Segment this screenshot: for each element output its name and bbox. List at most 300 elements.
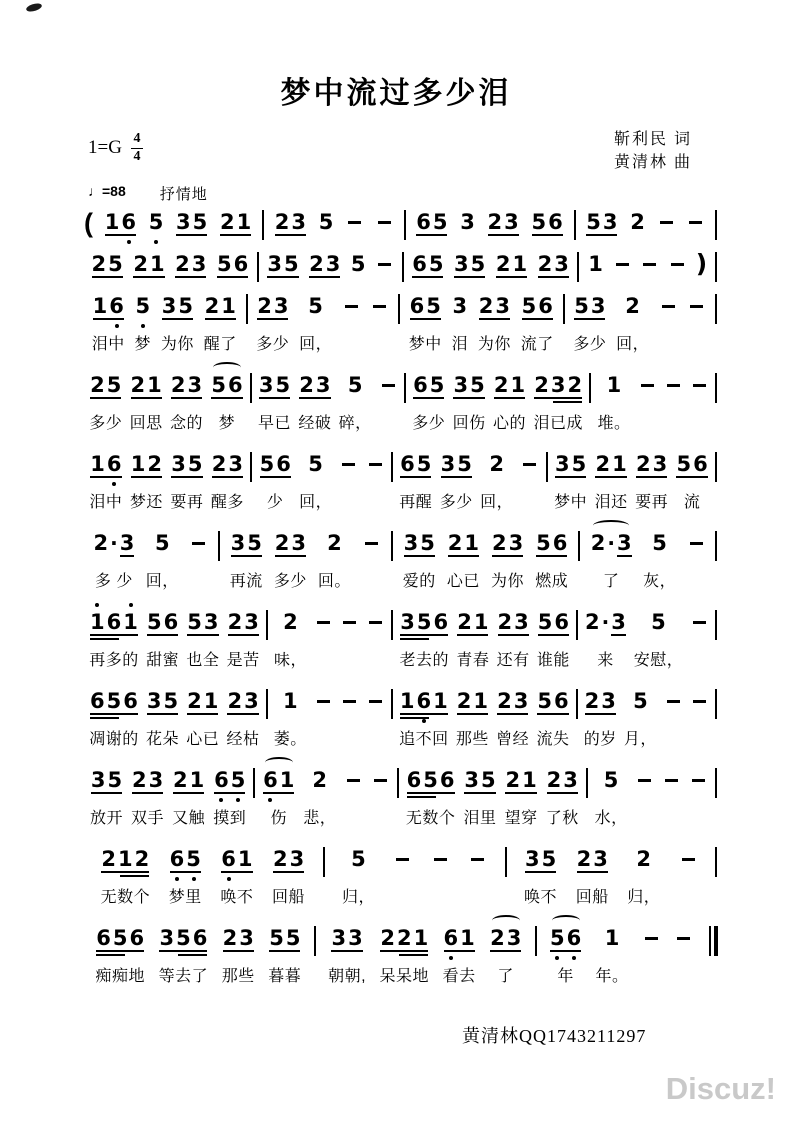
note-group <box>476 294 513 353</box>
duration-dash <box>693 700 706 703</box>
note-group <box>585 252 606 276</box>
lyric: 流失 <box>536 731 570 748</box>
lyric <box>378 805 383 823</box>
note-group <box>156 926 210 985</box>
barline <box>715 210 717 240</box>
note-digits <box>339 452 358 476</box>
note-char: 2 <box>204 294 220 318</box>
beam-underline <box>497 713 528 715</box>
note-digits <box>531 210 564 234</box>
note-digits <box>100 847 150 871</box>
note-char: 2 <box>489 452 504 476</box>
duration-dash <box>677 937 690 940</box>
note-char: 1 <box>236 210 252 234</box>
note-digits <box>624 294 641 318</box>
score-line <box>84 210 718 240</box>
barline <box>257 252 259 282</box>
note-digits <box>135 294 152 318</box>
lyric: 等去了 <box>158 968 209 985</box>
note-group <box>461 768 498 827</box>
note-digits <box>131 768 164 792</box>
note-digits <box>478 294 511 318</box>
note-digits <box>186 610 219 634</box>
duration-dash <box>369 700 382 703</box>
note-group <box>522 847 559 906</box>
note-digits <box>650 610 667 634</box>
lyric: 花朵 <box>146 731 180 748</box>
measure <box>566 294 714 353</box>
note-char: 3 <box>244 689 259 713</box>
note-char: 5 <box>676 452 692 476</box>
note-digits <box>375 252 394 276</box>
barline <box>250 452 252 482</box>
note-char: 2 <box>299 373 314 397</box>
note-group <box>593 768 630 827</box>
note-group <box>595 373 632 432</box>
note-char: 3 <box>460 210 475 234</box>
lyric: 又触 <box>172 810 206 827</box>
beam-underline <box>101 871 149 873</box>
note-digits <box>584 689 617 713</box>
note-group <box>129 768 166 827</box>
measure <box>84 452 249 511</box>
beam-underline <box>263 792 294 794</box>
measure <box>84 926 313 985</box>
dash-note <box>660 768 683 823</box>
note-char: 3 <box>601 689 616 713</box>
measure <box>317 926 534 985</box>
beam-underline <box>488 234 519 236</box>
lyric <box>694 331 699 349</box>
lyric: 多少 <box>256 336 290 353</box>
note-digits <box>399 689 449 713</box>
measure <box>401 294 562 353</box>
note-digits <box>308 252 341 276</box>
barline <box>715 294 717 324</box>
note-digits <box>95 926 145 950</box>
lyric <box>321 726 326 744</box>
note-char: 5 <box>163 689 179 713</box>
lyric: 醒了 <box>203 336 237 353</box>
note-digits <box>175 210 208 234</box>
beam-underline <box>132 792 163 794</box>
barline <box>715 610 717 640</box>
note-digits <box>576 847 609 871</box>
note-char: 5 <box>457 452 472 476</box>
note-group <box>272 531 309 590</box>
lyric: 经枯 <box>226 731 260 748</box>
note-group <box>407 294 444 353</box>
duration-dash <box>690 305 703 308</box>
note-group <box>337 373 374 432</box>
note-char: 6 <box>129 926 145 950</box>
note-group <box>485 210 522 234</box>
note-char: 2 <box>283 610 298 634</box>
note-char: 3 <box>403 531 419 555</box>
lyric: 安慰， <box>633 652 684 669</box>
dash-note <box>662 689 685 744</box>
note-char: 5 <box>107 768 123 792</box>
lyric: 痴痴地 <box>95 968 145 985</box>
duration-dash <box>192 542 205 545</box>
note-char: 2 <box>490 926 505 950</box>
note-char: 5 <box>106 373 122 397</box>
beam-underline <box>416 234 447 236</box>
note-group <box>445 531 482 590</box>
note-group <box>641 531 678 590</box>
dash-note <box>685 531 708 586</box>
tempo-marking: ♩=88 <box>88 183 126 199</box>
note-digits <box>587 252 604 276</box>
note-group <box>260 768 297 827</box>
note-char: 6 <box>169 847 185 871</box>
dash-note <box>688 610 711 665</box>
note-group <box>316 531 353 590</box>
beam-underline <box>131 397 162 399</box>
dash-note <box>640 926 663 981</box>
note-group <box>438 452 475 511</box>
note-char: 3 <box>315 373 331 397</box>
note-digits <box>613 252 632 276</box>
note-char: 3 <box>616 531 632 555</box>
note-group <box>296 373 333 432</box>
note-char: 6 <box>192 926 208 950</box>
note-char: 5 <box>651 610 666 634</box>
note-char: 1 <box>90 610 105 634</box>
beam-underline <box>275 555 306 557</box>
note-char: 3 <box>514 610 529 634</box>
note-char: 5 <box>285 926 301 950</box>
note-char: 2 <box>590 531 606 555</box>
score-line <box>84 249 718 282</box>
note-char: 2 <box>227 610 243 634</box>
lyric <box>686 884 691 902</box>
dash-note <box>657 294 680 349</box>
note-group <box>493 252 530 276</box>
dash-note <box>655 210 678 234</box>
note-group <box>209 452 246 511</box>
note-char: 3 <box>176 210 191 234</box>
beam-underline <box>479 318 510 320</box>
measure <box>221 531 390 590</box>
duration-dash <box>382 384 395 387</box>
measure <box>549 452 714 511</box>
lyric <box>671 410 676 428</box>
note-char: 5 <box>470 373 485 397</box>
note-digits <box>412 373 445 397</box>
note-char: 2 <box>491 531 507 555</box>
note-char: 2 <box>170 373 186 397</box>
note-digits <box>89 689 139 713</box>
note-char: 2 <box>478 294 494 318</box>
note-group <box>491 373 528 432</box>
measure <box>269 689 390 748</box>
time-signature <box>131 132 143 165</box>
lyric <box>373 647 378 665</box>
duration-dash <box>693 384 706 387</box>
lyric: 那些 <box>455 731 489 748</box>
beam-underline <box>147 713 178 715</box>
note-char: 5 <box>187 610 202 634</box>
dash-note <box>636 373 659 428</box>
note-group <box>87 610 141 669</box>
barline <box>266 689 268 719</box>
dash-note <box>677 847 700 902</box>
dash-note <box>666 252 689 276</box>
note-char: 5 <box>154 531 170 555</box>
lyric: 谁能 <box>536 652 570 669</box>
lyric: 心的 <box>492 415 526 432</box>
duration-dash <box>343 621 356 624</box>
note-char: 3 <box>524 847 540 871</box>
note-digits <box>314 689 333 713</box>
beam-underline <box>410 318 441 320</box>
beam-underline <box>534 397 582 399</box>
note-char: 6 <box>439 768 455 792</box>
note-digits <box>403 531 436 555</box>
slur-arc <box>492 915 520 926</box>
note-group <box>547 926 584 985</box>
note-char: 3 <box>563 768 578 792</box>
note-group <box>441 926 478 985</box>
note-group <box>214 252 251 276</box>
note-digits <box>590 531 633 555</box>
note-char: 2 <box>456 689 472 713</box>
note-digits <box>298 373 331 397</box>
lyric: 的岁 <box>583 731 617 748</box>
note-char: 2 <box>487 210 503 234</box>
note-digits <box>262 768 295 792</box>
dash-note <box>518 452 541 507</box>
note-digits <box>91 252 124 276</box>
note-char: 5 <box>106 689 122 713</box>
dash-note <box>611 252 634 276</box>
note-digits <box>453 252 486 276</box>
note-char: 6 <box>538 294 553 318</box>
note-char: 6 <box>233 252 249 276</box>
dash-note <box>360 531 383 586</box>
note-digits <box>158 926 208 950</box>
note-char: 5 <box>633 689 648 713</box>
duration-dash <box>369 463 382 466</box>
dash-note <box>369 768 392 823</box>
note-char: 5 <box>112 926 128 950</box>
note-digits <box>282 689 299 713</box>
note-group <box>208 373 245 432</box>
dash-note <box>429 847 452 902</box>
note-char: 2 <box>497 610 513 634</box>
beam-underline-2 <box>553 401 582 403</box>
note-digits <box>690 689 709 713</box>
beam-underline <box>147 634 178 636</box>
note-digits <box>104 210 137 234</box>
note-group <box>257 452 294 511</box>
barline <box>402 252 404 282</box>
note-group <box>170 768 207 827</box>
note-char: 2 <box>133 252 148 276</box>
beam-underline <box>211 397 242 399</box>
duration-dash <box>643 263 656 266</box>
lyric: 梦中 <box>408 336 442 353</box>
beam-underline <box>131 476 162 478</box>
duration-dash <box>671 263 684 266</box>
slur-arc <box>265 757 293 768</box>
note-group <box>409 252 446 276</box>
note-digits <box>606 373 623 397</box>
note-digits <box>487 210 520 234</box>
note-char: 3 <box>90 768 106 792</box>
note-digits <box>282 610 299 634</box>
slur-arc <box>213 362 241 373</box>
measure <box>407 210 573 234</box>
lyric: 多 少 <box>94 573 133 590</box>
note-digits <box>664 689 683 713</box>
beam-underline <box>505 792 536 794</box>
note-char: 5 <box>531 210 547 234</box>
beam-underline <box>260 476 291 478</box>
note-group <box>571 294 608 353</box>
duration-dash <box>689 221 702 224</box>
beam-underline <box>412 276 443 278</box>
note-digits <box>307 452 324 476</box>
lyric: 要再 <box>170 494 204 511</box>
note-char: 3 <box>273 294 289 318</box>
lyric: 月， <box>623 731 657 748</box>
note-group <box>450 373 487 432</box>
lyric: 回， <box>480 494 514 511</box>
note-char: 1 <box>522 768 537 792</box>
lyric: 流了 <box>520 336 554 353</box>
note-char: 3 <box>331 926 347 950</box>
lyric: 回， <box>299 336 333 353</box>
note-char: 6 <box>221 847 236 871</box>
lyric <box>347 726 352 744</box>
note-group <box>588 531 635 590</box>
measure <box>580 249 714 278</box>
note-char: 2 <box>567 373 583 397</box>
beam-underline-2 <box>178 954 207 956</box>
note-digits <box>311 768 328 792</box>
duration-dash <box>378 263 391 266</box>
note-char: 2 <box>274 210 290 234</box>
dash-note <box>377 373 400 428</box>
lyric: 灰， <box>643 573 677 590</box>
beam-underline <box>273 871 304 873</box>
beam-underline <box>217 276 248 278</box>
note-digits <box>638 373 657 397</box>
note-char: 1 <box>221 294 236 318</box>
note-digits <box>585 210 618 234</box>
dash-note <box>638 252 661 276</box>
dash-note <box>187 531 210 586</box>
note-group <box>454 689 491 748</box>
beam-underline <box>171 397 202 399</box>
note-group <box>633 452 670 511</box>
lyric: 醒多 <box>210 494 244 511</box>
note-digits <box>520 452 539 476</box>
note-group <box>627 210 648 234</box>
lyric <box>196 568 201 586</box>
dash-note <box>342 768 365 823</box>
note-group <box>495 610 532 669</box>
note-group <box>173 210 210 234</box>
note-digits <box>456 610 489 634</box>
lyric: 味， <box>273 652 307 669</box>
note-group <box>326 926 368 985</box>
note-digits <box>210 373 243 397</box>
note-digits <box>447 531 480 555</box>
note-group <box>270 847 307 906</box>
dash-note <box>364 610 387 665</box>
note-char: 5 <box>178 294 193 318</box>
lyric <box>527 489 532 507</box>
measure <box>394 689 575 748</box>
note-char: 2 <box>91 252 107 276</box>
note-digits <box>189 531 208 555</box>
note-digits <box>274 531 307 555</box>
note-digits <box>521 294 554 318</box>
lyric <box>438 884 443 902</box>
note-group <box>87 452 124 511</box>
barline <box>314 926 316 956</box>
note-char: 6 <box>276 452 291 476</box>
note-group <box>266 926 303 985</box>
note-digits <box>452 294 469 318</box>
note-digits <box>409 294 442 318</box>
note-char: 3 <box>454 252 469 276</box>
lyric: 多少 <box>412 415 446 432</box>
note-digits <box>686 210 705 234</box>
note-group <box>694 249 709 278</box>
note-char: 5 <box>423 768 438 792</box>
note-digits <box>629 210 646 234</box>
close-paren: ) <box>695 249 708 278</box>
lyric: 梦 <box>134 336 152 353</box>
measure <box>394 452 545 511</box>
slur-arc <box>593 520 629 531</box>
score-line <box>84 768 718 827</box>
duration-dash <box>667 700 680 703</box>
measure <box>253 452 390 511</box>
note-group <box>544 768 581 827</box>
note-group <box>172 252 209 276</box>
lyric: 那些 <box>221 968 255 985</box>
note-group <box>401 531 438 590</box>
note-char: 1 <box>612 452 627 476</box>
beam-underline <box>574 318 605 320</box>
note-digits <box>664 373 683 397</box>
note-char: 5 <box>211 373 226 397</box>
measure <box>579 610 714 669</box>
contact-credit: 黄清林QQ1743211297 <box>462 1026 647 1046</box>
note-char: 3 <box>602 210 618 234</box>
note-digits <box>603 768 620 792</box>
note-char: 5 <box>652 531 667 555</box>
note-digits <box>366 610 385 634</box>
lyric <box>349 331 354 349</box>
note-char: 3 <box>171 452 186 476</box>
lyric: 青春 <box>456 652 490 669</box>
barline <box>404 210 406 240</box>
note-digits <box>342 294 361 318</box>
beam-underline <box>492 555 523 557</box>
note-digits <box>604 926 621 950</box>
note-group <box>410 373 447 432</box>
beam-underline <box>212 476 243 478</box>
measure <box>592 373 714 432</box>
note-digits <box>148 210 165 234</box>
note-char: 3 <box>464 768 480 792</box>
